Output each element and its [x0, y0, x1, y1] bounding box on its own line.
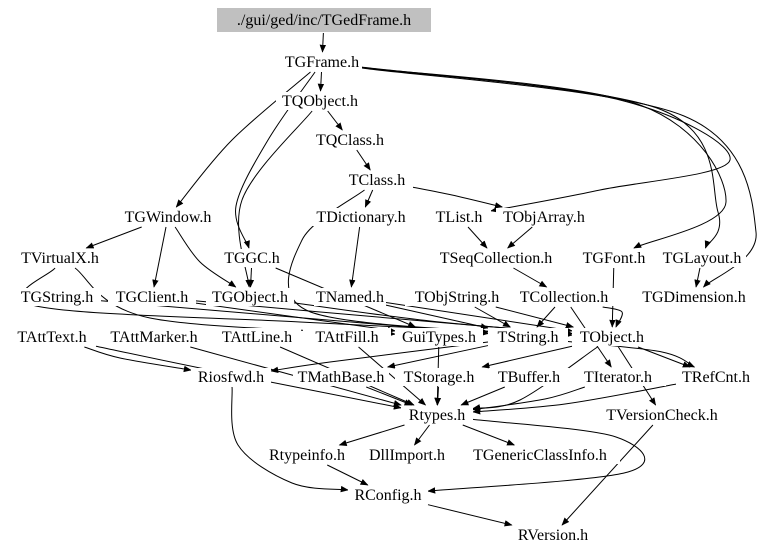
node-TAttMarker[interactable]: [102, 328, 206, 346]
node-TGClient[interactable]: [108, 288, 196, 306]
node-TGDimension[interactable]: [638, 288, 750, 306]
node-label: TBuffer.h: [497, 369, 561, 386]
node-TIterator[interactable]: [570, 368, 666, 386]
node-TMathBase[interactable]: [293, 368, 389, 386]
node-label: Rtypeinfo.h: [269, 447, 345, 464]
node-TStorage[interactable]: [395, 368, 483, 386]
node-TBuffer[interactable]: [489, 368, 569, 386]
node-TRefCnt[interactable]: [676, 368, 756, 386]
node-TQObject[interactable]: [276, 92, 364, 110]
node-label: TGObject.h: [212, 289, 288, 306]
node-TList[interactable]: [427, 208, 491, 226]
node-TObjString[interactable]: [405, 288, 509, 306]
node-RConfig[interactable]: [348, 486, 428, 504]
node-label: TAttFill.h: [315, 329, 379, 346]
node-TGFont[interactable]: [578, 249, 650, 267]
node-TAttFill[interactable]: [303, 328, 391, 346]
node-label: Riosfwd.h: [197, 369, 265, 386]
node-Rtypes[interactable]: [401, 406, 473, 424]
node-TVirtualX[interactable]: [12, 249, 108, 267]
node-label: TQObject.h: [282, 93, 358, 110]
node-label: TClass.h: [348, 172, 406, 189]
node-TVersionCheck[interactable]: [598, 406, 726, 424]
node-GuiTypes[interactable]: [395, 328, 483, 346]
node-label: TVirtualX.h: [21, 250, 99, 267]
node-label: TGFont.h: [582, 250, 646, 267]
node-label: TGDimension.h: [642, 289, 746, 306]
node-TObjArray[interactable]: [496, 208, 592, 226]
node-label: TGGC.h: [224, 250, 280, 267]
node-TString[interactable]: [488, 328, 568, 346]
node-label: RConfig.h: [354, 487, 422, 504]
node-TGFrame[interactable]: [282, 53, 362, 71]
node-TObject[interactable]: [572, 328, 652, 346]
node-TAttText[interactable]: [8, 328, 96, 346]
node-label: TIterator.h: [584, 369, 652, 386]
node-label: TQClass.h: [316, 132, 384, 149]
node-label: GuiTypes.h: [402, 329, 476, 346]
node-Riosfwd[interactable]: [191, 368, 271, 386]
node-TGWindow[interactable]: [124, 208, 212, 226]
node-label: TAttMarker.h: [110, 329, 198, 346]
node-TSeqCollection[interactable]: [428, 249, 564, 267]
node-TGenericClassInfo[interactable]: [460, 446, 620, 464]
node-label: TGWindow.h: [124, 209, 212, 226]
node-TNamed[interactable]: [314, 288, 386, 306]
node-label: TAttText.h: [17, 329, 87, 346]
node-DllImport[interactable]: [359, 446, 455, 464]
node-label: TObject.h: [579, 329, 645, 346]
node-label: TGLayout.h: [662, 250, 742, 267]
node-TGLayout[interactable]: [658, 249, 746, 267]
node-label: TVersionCheck.h: [606, 407, 718, 424]
node-label: RVersion.h: [517, 527, 589, 544]
node-label: TNamed.h: [316, 289, 384, 306]
node-TQClass[interactable]: [310, 131, 390, 149]
node-TDictionary[interactable]: [305, 208, 417, 226]
node-label: TMathBase.h: [297, 369, 385, 386]
node-label: TDictionary.h: [316, 209, 406, 226]
node-TGGC[interactable]: [224, 249, 280, 267]
node-label: TGString.h: [20, 289, 94, 306]
node-label: TGFrame.h: [284, 54, 360, 71]
node-label: TSeqCollection.h: [439, 250, 553, 267]
node-label: ./gui/ged/inc/TGedFrame.h: [236, 12, 412, 29]
node-label: TObjArray.h: [503, 209, 585, 226]
node-Rtypeinfo[interactable]: [259, 446, 355, 464]
node-label: TRefCnt.h: [682, 369, 750, 386]
node-label: DllImport.h: [369, 447, 445, 464]
node-label: TAttLine.h: [221, 329, 293, 346]
node-label: Rtypes.h: [408, 407, 466, 424]
node-label: TGClient.h: [115, 289, 189, 306]
node-label: TList.h: [435, 209, 483, 226]
node-TClass[interactable]: [341, 171, 413, 189]
node-label: TStorage.h: [403, 369, 475, 386]
node-TGString[interactable]: [13, 288, 101, 306]
node-TGedFrame[interactable]: [217, 8, 431, 32]
node-TCollection[interactable]: [508, 288, 620, 306]
node-label: TCollection.h: [519, 289, 609, 306]
node-label: TString.h: [497, 329, 559, 346]
node-TAttLine[interactable]: [213, 328, 301, 346]
node-label: TObjString.h: [414, 289, 500, 306]
node-label: TGenericClassInfo.h: [473, 447, 607, 464]
node-TGObject[interactable]: [206, 288, 294, 306]
node-RVersion[interactable]: [509, 526, 597, 544]
